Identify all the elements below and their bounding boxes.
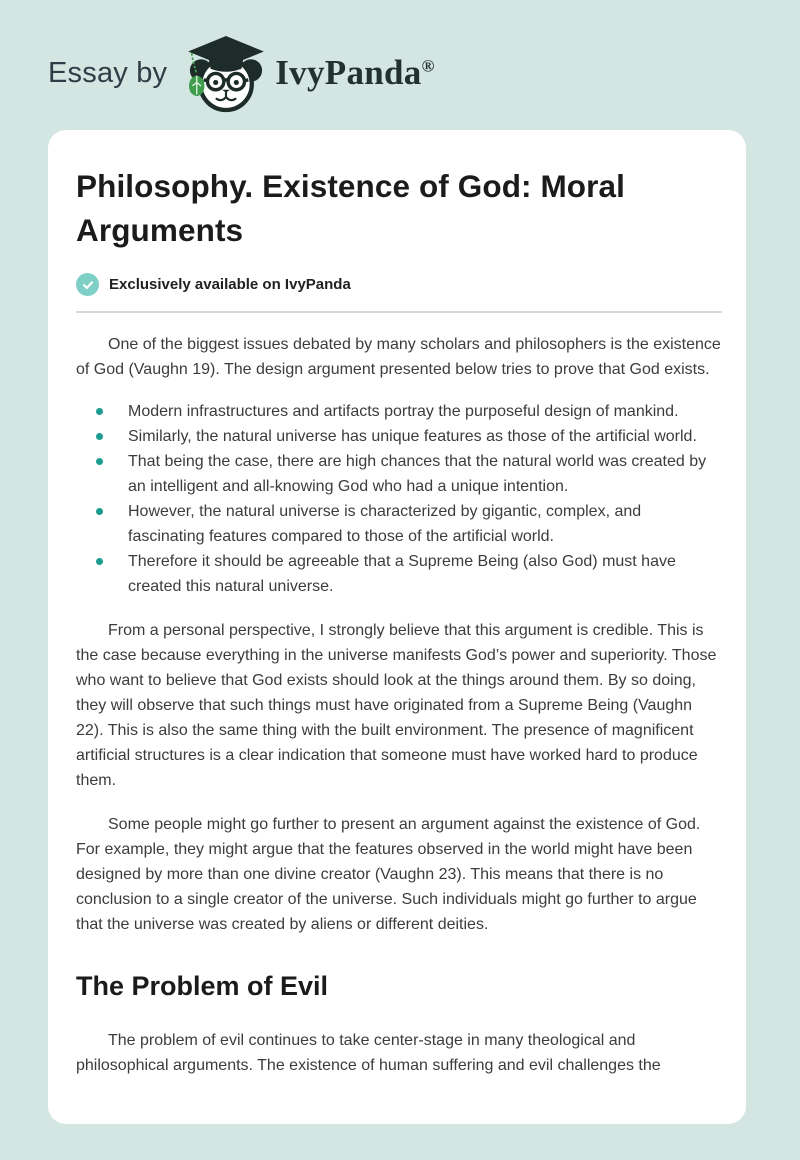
list-item: Similarly, the natural universe has unique features as those of the artificial world. <box>96 424 722 449</box>
exclusive-badge <box>76 273 722 296</box>
paragraph-problem-of-evil: The problem of evil continues to take center-stage in many theological and philosophical arguments. The existence of human suffering and evil challenges the <box>76 1032 661 1074</box>
bullet-icon <box>96 433 103 440</box>
list-item: However, the natural universe is characterized by gigantic, complex, and fascinating features compared to those of the artificial world. <box>96 499 722 549</box>
ivypanda-logo <box>183 32 434 114</box>
check-icon <box>76 273 99 296</box>
page-title: Philosophy. Existence of God: Moral Arguments <box>76 168 625 248</box>
paragraph-intro: One of the biggest issues debated by many scholars and philosophers is the existence of God (Vaughn 19). The design argument presented below tries to prove that God exists. <box>76 336 721 378</box>
essay-card <box>48 130 746 1124</box>
bullet-icon <box>96 408 103 415</box>
essay-body <box>76 332 722 1078</box>
list-item: Therefore it should be agreeable that a Supreme Being (also God) must have created this natural universe. <box>96 549 722 599</box>
list-item: Modern infrastructures and artifacts portray the purposeful design of mankind. <box>96 399 722 424</box>
essay-by-label: Essay by <box>48 56 168 89</box>
panda-graduate-icon <box>183 32 269 114</box>
argument-list <box>76 399 722 599</box>
list-item: That being the case, there are high chances that the natural world was created by an intelligent and all-knowing God who had a unique intention. <box>96 449 722 499</box>
site-header <box>0 0 800 118</box>
section-heading-problem-of-evil: The Problem of Evil <box>76 971 329 1001</box>
bullet-icon <box>96 458 103 465</box>
exclusive-badge-label: Exclusively available on IvyPanda <box>109 276 351 293</box>
paragraph-counterargument: Some people might go further to present an argument against the existence of God. For example, they might argue that the features observed in the world might have been designed by more than one divine creator (Vaughn 23). This means that there is no conclusion to a single creator of the universe. Such individuals might go further to argue that the universe was created by aliens or different deities. <box>76 816 701 933</box>
paragraph-personal-view: From a personal perspective, I strongly believe that this argument is credible. This is the case because everything in the universe manifests God’s power and superiority. Those who want to believe that God exists should look at the things around them. By so doing, they will observe that such things must have originated from a Supreme Being (Vaughn 22). This is also the same thing with the built environment. The presence of magnificent artificial structures is a clear indication that someone must have worked hard to produce them. <box>76 622 717 789</box>
brand-name: IvyPanda® <box>275 53 435 92</box>
registered-mark: ® <box>421 56 435 76</box>
bullet-icon <box>96 508 103 515</box>
bullet-icon <box>96 558 103 565</box>
divider <box>76 311 722 313</box>
